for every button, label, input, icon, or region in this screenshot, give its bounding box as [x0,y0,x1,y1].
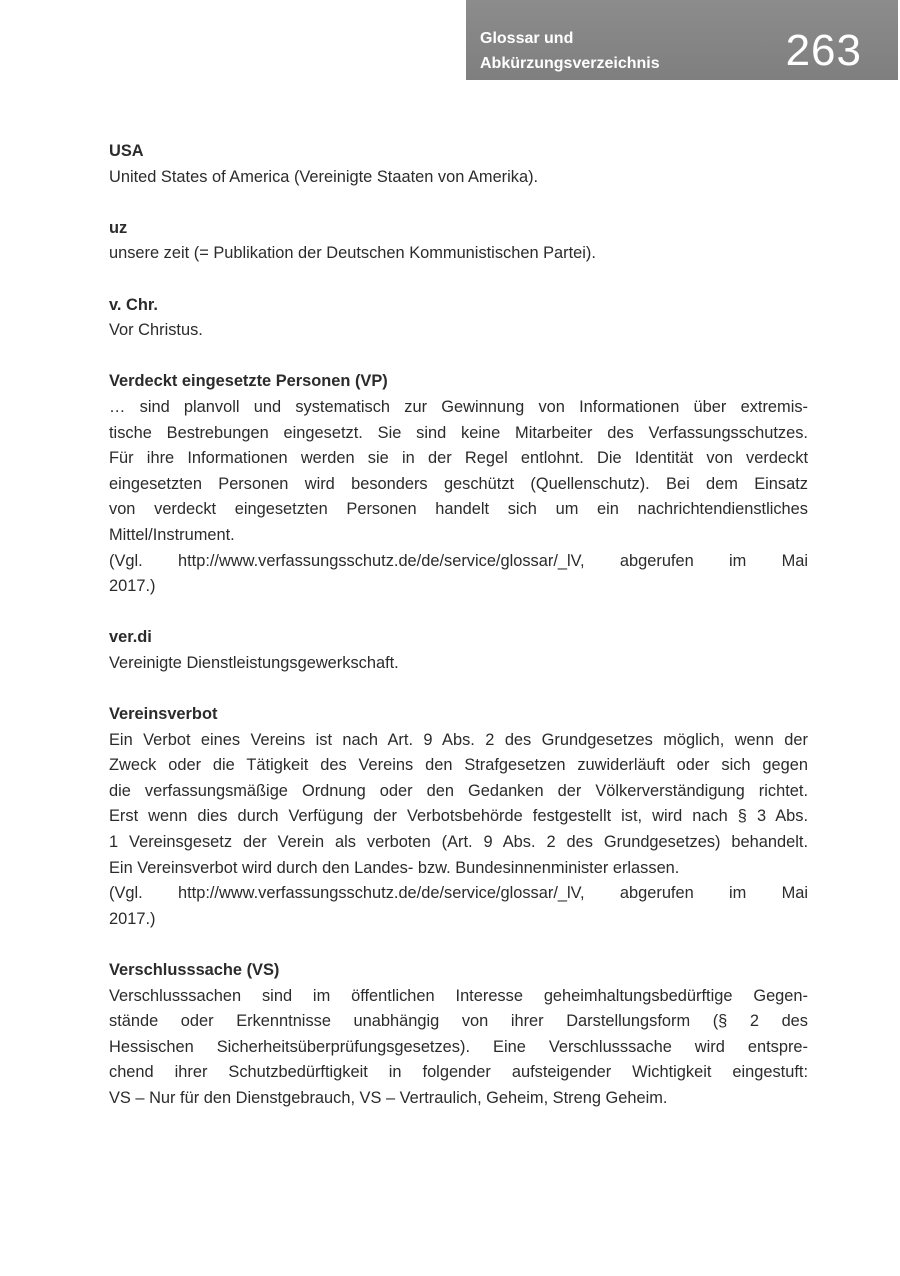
definition-line: eingesetzten Personen wird besonders geschützt (Quellenschutz). Bei dem Einsatz [109,474,808,493]
glossary-term: uz [109,218,128,237]
glossary-entries [109,139,808,1137]
glossary-entry [109,216,808,267]
definition-line: 2017.) [109,909,156,928]
definition-line: (Vgl. http://www.verfassungsschutz.de/de/service/glossar/_lV, abgerufen im Mai [109,884,808,903]
definition-line: Verschlusssachen sind im öffentlichen Interesse geheimhaltungsbedürftige Gegen- [109,986,808,1005]
definition-line: stände oder Erkenntnisse unabhängig von ihrer Darstellungsform (§ 2 des [109,1012,808,1031]
definition-line: Zweck oder die Tätigkeit des Vereins den Strafgesetzen zuwiderläuft oder sich gegen [109,756,808,775]
glossary-entry [109,958,808,1112]
page-number: 263 [785,26,862,75]
definition-line: die verfassungsmäßige Ordnung oder den Gedanken der Völkerverständigung richtet. [109,781,808,800]
definition-line: Hessischen Sicherheitsüberprüfungsgesetzes). Eine Verschlusssache wird entspre- [109,1037,808,1056]
definition-line: VS – Nur für den Dienstgebrauch, VS – Vertraulich, Geheim, Streng Geheim. [109,1088,668,1107]
definition-line: unsere zeit (= Publikation der Deutschen Kommunistischen Partei). [109,244,596,263]
definition-line: 2017.) [109,577,156,596]
glossary-term: ver.di [109,628,152,647]
definition-line: Ein Verbot eines Vereins ist nach Art. 9 Abs. 2 des Grundgesetzes möglich, wenn der [109,730,808,749]
definition-line: (Vgl. http://www.verfassungsschutz.de/de/service/glossar/_lV, abgerufen im Mai [109,551,808,570]
glossary-entry [109,625,808,676]
definition-line: Mittel/Instrument. [109,525,235,544]
glossary-term: v. Chr. [109,295,158,314]
definition-line: Ein Vereinsverbot wird durch den Landes- bzw. Bundesinnenminister erlassen. [109,858,680,877]
glossary-term: Verschlusssache (VS) [109,961,280,979]
glossary-entry [109,139,808,190]
section-header [466,0,898,80]
glossary-term: Verdeckt eingesetzte Personen (VP) [109,372,388,391]
definition-line: 1 Vereinsgesetz der Verein als verboten (Art. 9 Abs. 2 des Grundgesetzes) behandelt. [109,833,808,852]
definition-line: Vereinigte Dienstleistungsgewerkschaft. [109,653,399,672]
definition-line: chend ihrer Schutzbedürftigkeit in folgender aufsteigender Wichtigkeit eingestuft: [109,1063,808,1082]
section-title-line1: Glossar und [480,30,574,47]
definition-line: Erst wenn dies durch Verfügung der Verbotsbehörde festgestellt ist, wird nach § 3 Abs. [109,807,808,826]
definition-line: Vor Christus. [109,321,203,340]
glossary-entry [109,293,808,344]
definition-line: Für ihre Informationen werden sie in der Regel entlohnt. Die Identität von verdeckt [109,449,808,468]
glossary-term: USA [109,142,144,160]
section-title [480,26,660,76]
definition-line: tische Bestrebungen eingesetzt. Sie sind keine Mitarbeiter des Verfassungsschutzes. [109,423,808,442]
glossary-entry [109,702,808,932]
definition-line: von verdeckt eingesetzten Personen handelt sich um ein nachrichtendienstliches [109,500,808,519]
section-title-line2: Abkürzungsverzeichnis [480,55,660,72]
definition-line: United States of America (Vereinigte Staaten von Amerika). [109,167,539,186]
definition-line: … sind planvoll und systematisch zur Gewinnung von Informationen über extremis- [109,397,808,416]
glossary-entry [109,369,808,599]
glossary-term: Vereinsverbot [109,705,218,724]
